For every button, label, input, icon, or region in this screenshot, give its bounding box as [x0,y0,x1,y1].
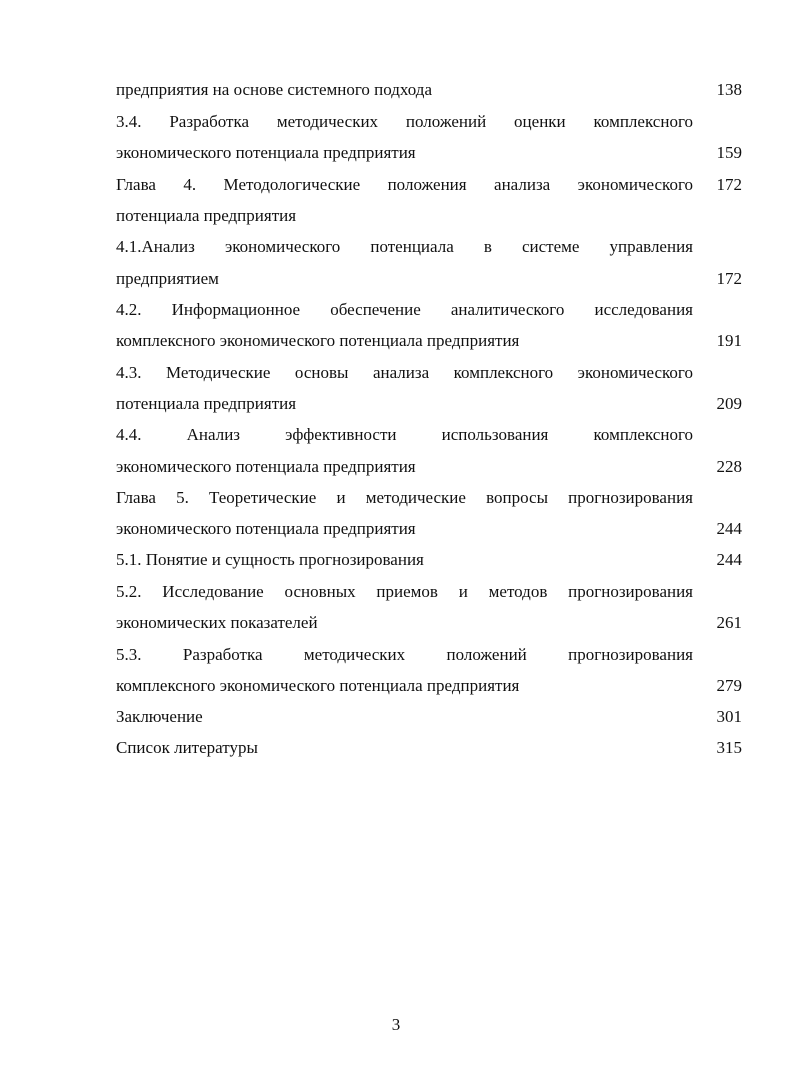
toc-line: потенциала предприятия [116,206,297,225]
toc-page-number: 172 [716,175,742,194]
toc-line: комплексного экономического потенциала предприятия [116,331,520,350]
toc-line: 5.2. Исследование основных приемов и методов прогнозирования [116,582,693,601]
toc-page-number: 315 [716,738,742,757]
toc-page-number: 244 [716,550,742,569]
toc-page-number: 261 [716,613,742,632]
toc-line: 4.1.Анализ экономического потенциала в системе управления [116,237,693,256]
toc-page-number: 138 [716,80,742,99]
toc-line: комплексного экономического потенциала предприятия [116,676,520,695]
toc-line: 4.2. Информационное обеспечение аналитического исследования [116,300,693,319]
toc-page-number: 159 [716,143,742,162]
toc-line: Заключение [116,707,203,726]
toc-page-number: 301 [716,707,742,726]
toc-line: предприятием [116,269,219,288]
toc-line: 4.4. Анализ эффективности использования комплексного [116,425,693,444]
toc-line: 5.1. Понятие и сущность прогнозирования [116,550,424,569]
toc-line: Глава 5. Теоретические и методические вопросы прогнозирования [116,488,693,507]
toc-line: экономического потенциала предприятия [116,457,416,476]
toc-page-number: 244 [716,519,742,538]
toc-line: экономических показателей [116,613,318,632]
toc-line: экономического потенциала предприятия [116,143,416,162]
toc-line: предприятия на основе системного подхода [116,80,432,99]
toc-line: потенциала предприятия [116,394,297,413]
toc-page-number: 191 [716,331,742,350]
toc-page-number: 279 [716,676,742,695]
toc-line: Список литературы [116,738,258,757]
toc-page-number: 172 [716,269,742,288]
toc-line: экономического потенциала предприятия [116,519,416,538]
page-number-footer: 3 [391,1015,401,1034]
toc-line: 3.4. Разработка методических положений оценки комплексного [116,112,693,131]
toc-line: 4.3. Методические основы анализа комплексного экономического [116,363,693,382]
toc-line: 5.3. Разработка методических положений прогнозирования [116,645,693,664]
toc-line: Глава 4. Методологические положения анализа экономического [116,175,693,194]
toc-page-number: 209 [716,394,742,413]
toc-page-number: 228 [716,457,742,476]
